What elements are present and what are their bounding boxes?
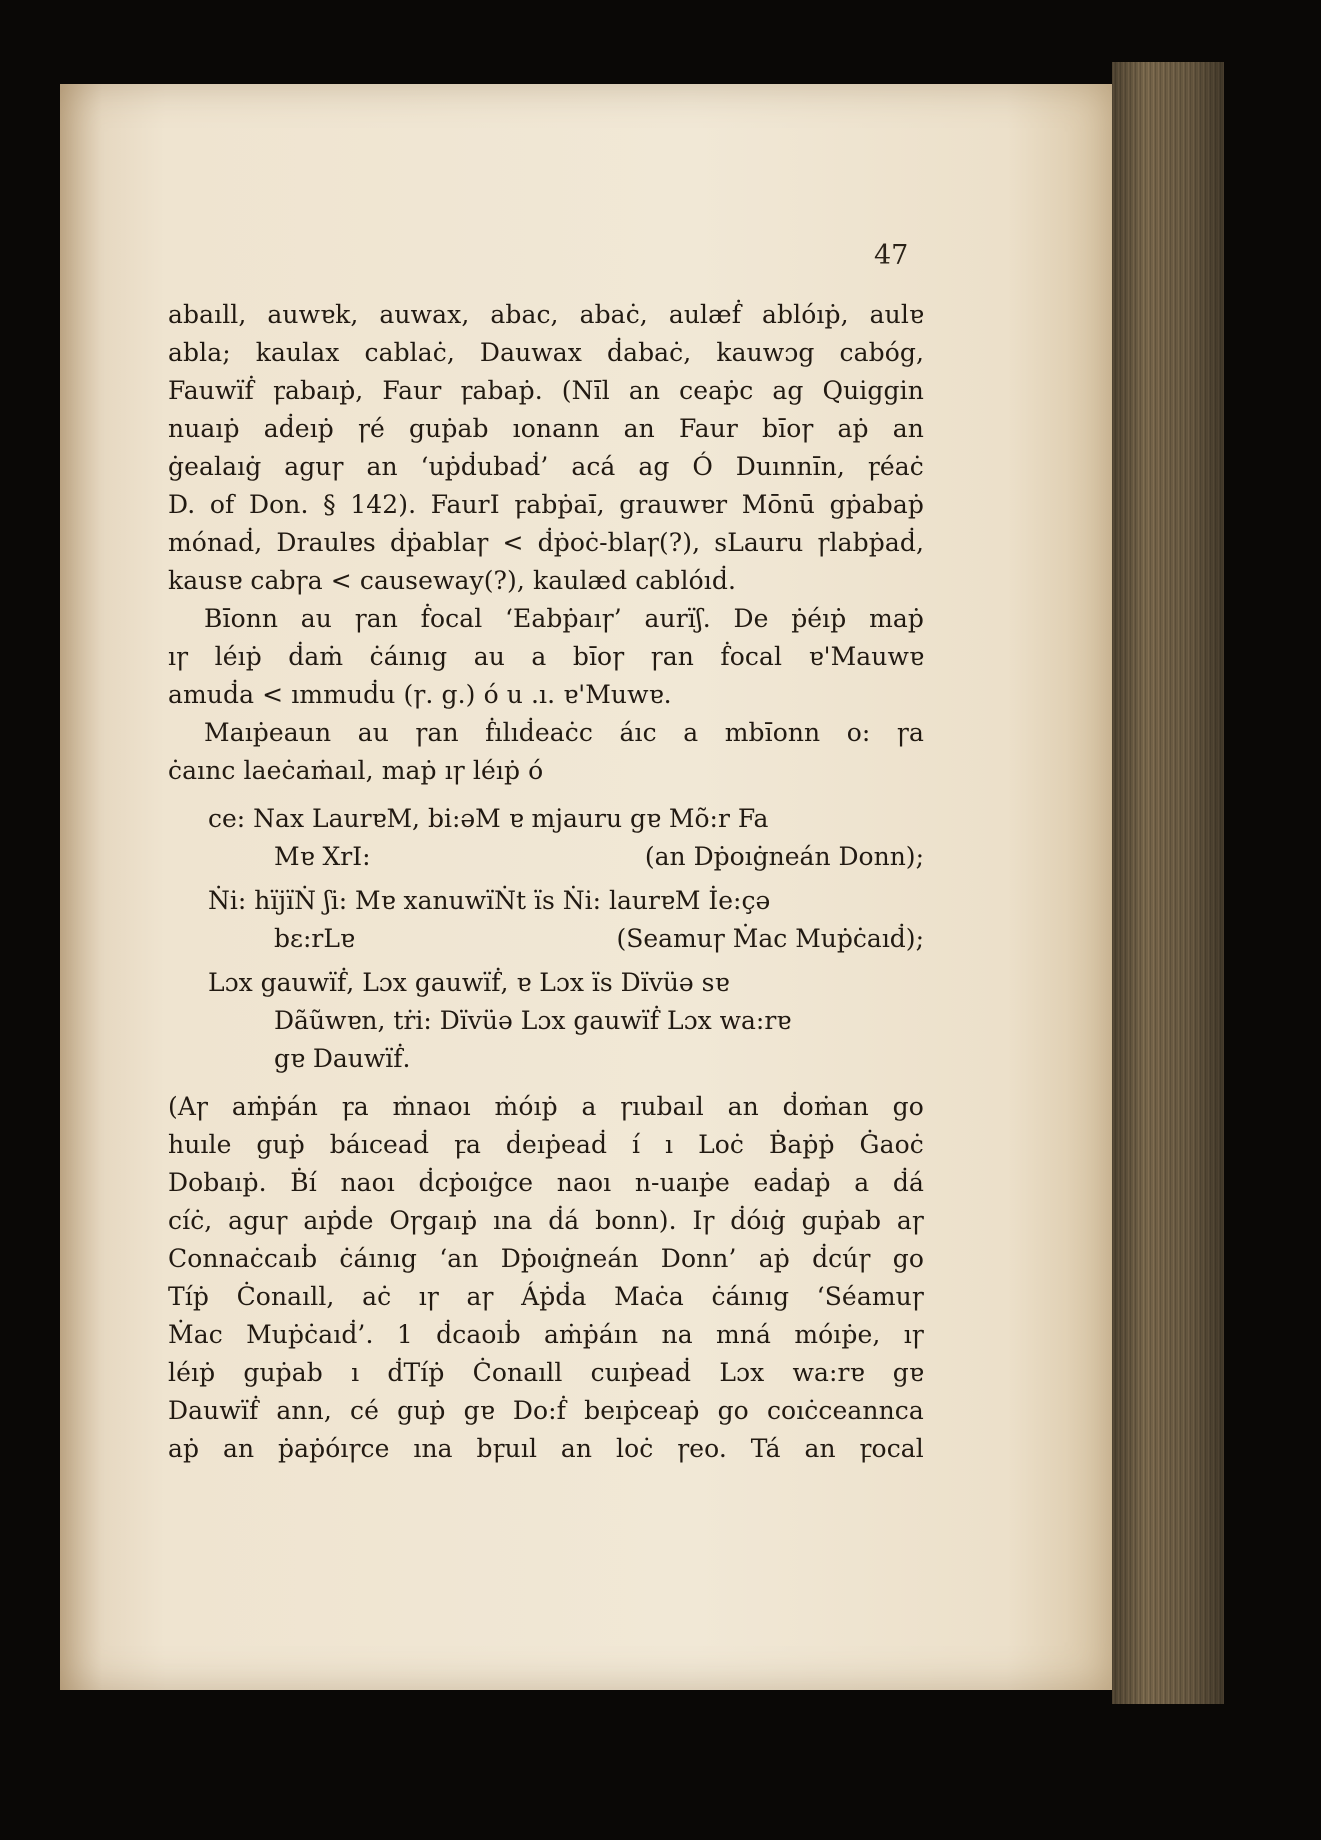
text-line: ıꞅ léıṗ ḋaṁ ċáınıg au a bı̄oꞅ ꞅan ḟocal ɐ'Mauwɐ (168, 642, 924, 671)
verse-text: bɛ:rLɐ (274, 924, 355, 953)
text-line: Fauwïḟ ꝼabaıṗ, Faur ꝼabaṗ. (Nı̄l an ceaṗc ag Quiggin (168, 376, 924, 405)
verse-line (208, 1040, 924, 1078)
verse-text: Dãũwɐn, tṙi: Dïvüə Lɔx gauwïḟ Lɔx wa:rɐ (274, 1006, 792, 1035)
text-line: ġealaıġ aguꞅ an ‘uṗḋubaḋ’ acá ag Ó Duınnı̄n, ꝼéaċ (168, 452, 924, 481)
body-text (168, 296, 924, 1468)
verse-text: gɐ Dauwïḟ. (274, 1044, 411, 1073)
text-line: abaıll, auwɐk, auwax, abac, abaċ, aulæḟ ablóıṗ, aulɐ (168, 300, 924, 329)
verse-text: Mɐ XrI: (274, 842, 371, 871)
text-line: huıle guṗ báıceaḋ ꝼa ḋeıṗeaḋ ı́ ı Loċ Ḃaṗṗ Ġaoċ (168, 1130, 924, 1159)
text-line: aṗ an ṗaṗóıꞅce ına bꝼuıl an loċ ꞅeo. Tá an ꝼocal (168, 1434, 924, 1463)
page-edge-shadow (1112, 62, 1224, 1704)
verse-line (208, 964, 924, 1002)
text-line: Connaċcaıḃ ċáınıg ‘an Dṗoıġneán Donn’ aṗ ḋcúꞅ go (168, 1244, 924, 1273)
text-line: (Aꞅ aṁṗán ꝼa ṁnaoı ṁóıṗ a ꞅıubaıl an ḋoṁan go (168, 1092, 924, 1121)
text-line: cı́ċ, aguꞅ aıṗḋe Oꞅgaıṗ ına ḋá bonn). Iꞅ ḋóıġ guṗab aꞅ (168, 1206, 924, 1235)
text-line: Dauwïḟ ann, cé guṗ gɐ Do:ḟ beıṗceaṗ go coıċceannca (168, 1396, 924, 1425)
text-line: nuaıṗ aḋeıṗ ꞅé guṗab ıonann an Faur bı̄oꞅ aṗ an (168, 414, 924, 443)
verse-line (208, 838, 924, 876)
verse-line (208, 882, 924, 920)
verse-line (208, 920, 924, 958)
page-number: 47 (874, 240, 909, 271)
text-line: Maıṗeaun au ꞅan ḟılıḋeaċc áıc a mbı̄onn o: ꞅa (204, 718, 924, 747)
text-line: abla; kaulax cablaċ, Dauwax ḋabaċ, kauwɔg cabóg, (168, 338, 924, 367)
text-line: léıṗ guṗab ı ḋTı́ṗ Ċonaıll cuıṗeaḋ Lɔx wa:rɐ gɐ (168, 1358, 924, 1387)
verse-text: ce: Nax LaurɐM, bi:əM ɐ mjauru gɐ Mõ:r Fa (208, 804, 769, 833)
text-line: amuḋa < ımmuḋu (ꞅ. g.) ó u .ı. ɐ'Muwɐ. (168, 680, 672, 709)
verse-block (168, 800, 924, 1078)
text-line: Tı́ṗ Ċonaıll, aċ ıꞅ aꞅ Áṗḋa Maċa ċáınıg ‘Séamuꞅ (168, 1282, 924, 1311)
verse-line (208, 800, 924, 838)
verse-text: Lɔx gauwïḟ, Lɔx gauwïḟ, ɐ Lɔx ïs Dïvüə sɐ (208, 968, 730, 997)
verse-source: (Seamuꞅ Ṁac Muṗċaıḋ); (616, 924, 924, 953)
text-line: Ṁac Muṗċaıḋ’. 1 ḋcaoıḃ aṁṗáın na mná móıṗe, ıꞅ (168, 1320, 924, 1349)
text-line: Bı̄onn au ꞅan ḟocal ‘Eabṗaıꞅ’ aurïʃ. De ṗéıṗ maṗ (204, 604, 924, 633)
text-line: Dobaıṗ. Ḃı́ naoı ḋcṗoıġce naoı n-uaıṗe eaḋaṗ a ḋá (168, 1168, 924, 1197)
text-line: ċaınc laeċaṁaıl, maṗ ıꞅ léıṗ ó (168, 756, 544, 785)
verse-text: Ṅi: hïjïṄ ʃi: Mɐ xanuwïṄt ïs Ṅi: laurɐM İe:çə (208, 886, 771, 915)
text-line: kausɐ cabꞅa < causeway(?), kaulæd cablóıḋ. (168, 566, 737, 595)
text-line: mónaḋ, Draulɐs ḋṗablaꞅ < ḋṗoċ-blaꞅ(?), sLauru ꞅlabṗaḋ, (168, 528, 924, 557)
text-line: D. of Don. § 142). FaurI ꝼabṗaı̄, grauwɐr Mōnū gṗabaṗ (168, 490, 924, 519)
verse-source: (an Dṗoıġneán Donn); (644, 842, 924, 871)
verse-line (208, 1002, 924, 1040)
